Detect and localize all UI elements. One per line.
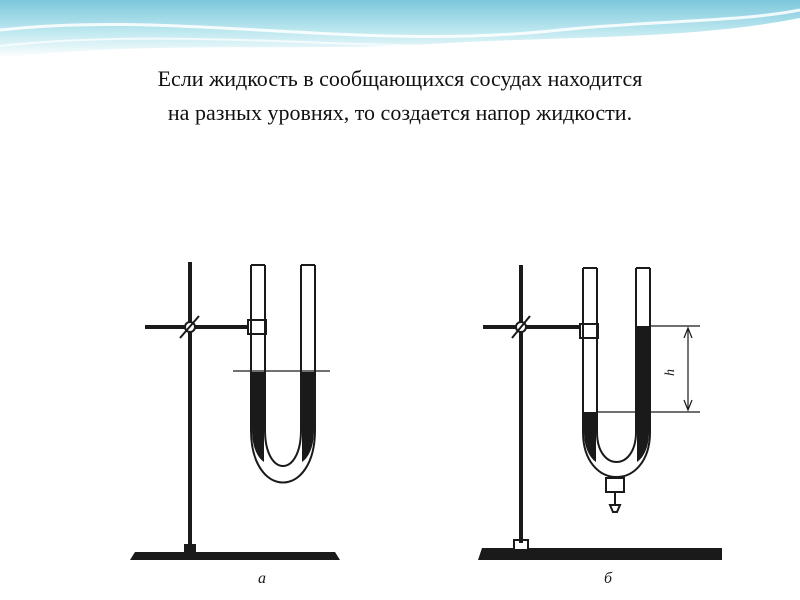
liquid-right-a <box>302 372 314 430</box>
heading-line-2: на разных уровнях, то создается напор жидкости. <box>167 100 633 125</box>
liquid-left-a <box>252 372 264 430</box>
stand-rod-b <box>519 265 523 543</box>
clamp-arm-b <box>483 325 583 329</box>
apparatus-a <box>130 262 340 560</box>
figure-label-b: б <box>604 570 613 587</box>
liquid-left-b <box>584 412 596 432</box>
liquid-right-b <box>637 326 649 432</box>
figure-label-a: а <box>258 570 266 587</box>
stand-base-a <box>130 552 340 560</box>
heading-line-1: Если жидкость в сообщающихся сосудах находится <box>157 66 643 91</box>
apparatus-b <box>478 265 722 560</box>
height-marker-label: h <box>663 369 678 376</box>
stopcock-b <box>606 478 624 512</box>
stand-rod-a <box>188 262 192 546</box>
clamp-arm-a <box>145 325 250 329</box>
